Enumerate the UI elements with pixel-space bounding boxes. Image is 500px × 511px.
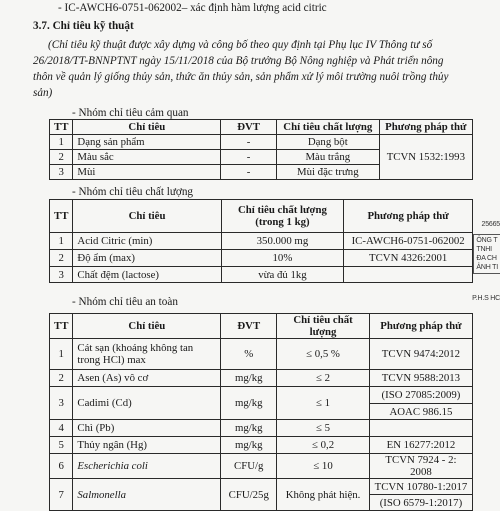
header-criteria: Chỉ tiêu bbox=[73, 200, 221, 233]
cell-tt: 3 bbox=[50, 387, 73, 420]
cell-method: IC-AWCH6-0751-062002 bbox=[344, 233, 473, 250]
cell-method: (ISO 6579-1:2017) bbox=[369, 495, 472, 511]
cell-unit: - bbox=[221, 165, 277, 180]
cell-tt: 1 bbox=[50, 135, 73, 150]
cell-tt: 1 bbox=[50, 233, 73, 250]
cell-name: Chất đệm (lactose) bbox=[73, 267, 221, 283]
cell-tt: 4 bbox=[50, 420, 73, 437]
header-criteria: Chỉ tiêu bbox=[73, 120, 221, 135]
cell-name: Dạng sản phẩm bbox=[73, 135, 221, 150]
cell-method: TCVN 9588:2013 bbox=[369, 370, 472, 387]
cell-quality: Không phát hiện. bbox=[277, 479, 370, 511]
cell-quality: Mùi đặc trưng bbox=[276, 165, 379, 180]
intro-line: (Chỉ tiêu kỹ thuật được xây dựng và công bố theo quy định tại Phụ lục IV Thông tư số bbox=[48, 39, 433, 51]
cell-method: TCVN 9474:2012 bbox=[369, 339, 472, 370]
cell-name: Mùi bbox=[73, 165, 221, 180]
cell-tt: 7 bbox=[50, 479, 73, 511]
stamp-text: 25665 bbox=[481, 221, 500, 228]
header-quality: Chỉ tiêu chất lượng bbox=[276, 120, 379, 135]
cell-tt: 2 bbox=[50, 150, 73, 165]
header-method: Phương pháp thử bbox=[344, 200, 473, 233]
cell-name: Salmonella bbox=[73, 479, 221, 511]
stamp-text: P.H.S HC bbox=[472, 295, 500, 302]
cell-quality: vừa đủ 1kg bbox=[221, 267, 344, 283]
cell-name: Escherichia coli bbox=[73, 454, 221, 479]
header-quality: Chỉ tiêu chất lượng bbox=[277, 314, 370, 339]
cell-quality: Màu trắng bbox=[276, 150, 379, 165]
table-row bbox=[50, 267, 473, 283]
stamp-text: ĐA CH bbox=[476, 255, 497, 262]
cell-quality: ≤ 1 bbox=[277, 387, 370, 420]
table-row bbox=[50, 387, 473, 404]
table-row bbox=[50, 479, 473, 495]
header-tt: TT bbox=[50, 314, 73, 339]
cell-tt: 2 bbox=[50, 250, 73, 267]
cell-unit: CFU/25g bbox=[221, 479, 277, 511]
table-header-row bbox=[50, 314, 473, 339]
cell-unit: mg/kg bbox=[221, 420, 277, 437]
table-header-row bbox=[50, 200, 473, 233]
cell-name: Chì (Pb) bbox=[73, 420, 221, 437]
group2-title: - Nhóm chỉ tiêu chất lượng bbox=[72, 186, 194, 198]
section-title: 3.7. Chỉ tiêu kỹ thuật bbox=[33, 20, 134, 32]
header-quality: Chỉ tiêu chất lượng (trong 1 kg) bbox=[221, 200, 344, 233]
cell-tt: 5 bbox=[50, 437, 73, 454]
cell-tt: 1 bbox=[50, 339, 73, 370]
stamp-text: ẢNH TI bbox=[476, 264, 498, 271]
cell-name: Cát sạn (khoáng không tan trong HCl) max bbox=[73, 339, 221, 370]
cell-unit: - bbox=[221, 150, 277, 165]
header-method: Phương pháp thử bbox=[369, 314, 472, 339]
top-line: - IC-AWCH6-0751-062002– xác định hàm lượng acid citric bbox=[58, 2, 327, 14]
quality-table bbox=[49, 199, 473, 283]
cell-quality: ≤ 5 bbox=[277, 420, 370, 437]
cell-method: TCVN 1532:1993 bbox=[379, 135, 472, 180]
cell-method: (ISO 27085:2009) bbox=[369, 387, 472, 404]
cell-quality: ≤ 10 bbox=[277, 454, 370, 479]
header-tt: TT bbox=[50, 120, 73, 135]
stamp-text: ÔNG T bbox=[476, 237, 498, 244]
cell-name: Cadimi (Cd) bbox=[73, 387, 221, 420]
sensory-table bbox=[49, 119, 473, 180]
table-row bbox=[50, 339, 473, 370]
table-row bbox=[50, 135, 473, 150]
cell-unit: mg/kg bbox=[221, 370, 277, 387]
header-unit: ĐVT bbox=[221, 120, 277, 135]
cell-unit: mg/kg bbox=[221, 437, 277, 454]
cell-name: Thủy ngân (Hg) bbox=[73, 437, 221, 454]
cell-unit: % bbox=[221, 339, 277, 370]
cell-method: TCVN 4326:2001 bbox=[344, 250, 473, 267]
cell-method: TCVN 10780-1:2017 bbox=[369, 479, 472, 495]
cell-quality: 350.000 mg bbox=[221, 233, 344, 250]
stamp-fragment bbox=[472, 294, 500, 303]
cell-method: EN 16277:2012 bbox=[369, 437, 472, 454]
cell-name: Asen (As) vô cơ bbox=[73, 370, 221, 387]
cell-name: Độ ẩm (max) bbox=[73, 250, 221, 267]
intro-line: sản) bbox=[33, 87, 53, 99]
table-row bbox=[50, 370, 473, 387]
table-row bbox=[50, 233, 473, 250]
header-unit: ĐVT bbox=[221, 314, 277, 339]
table-header-row bbox=[50, 120, 473, 135]
cell-method bbox=[344, 267, 473, 283]
cell-quality: Dạng bột bbox=[276, 135, 379, 150]
cell-method bbox=[369, 420, 472, 437]
group1-title: - Nhóm chỉ tiêu cảm quan bbox=[72, 107, 189, 119]
cell-quality: ≤ 0,5 % bbox=[277, 339, 370, 370]
cell-quality: 10% bbox=[221, 250, 344, 267]
table-row bbox=[50, 250, 473, 267]
cell-quality: ≤ 2 bbox=[277, 370, 370, 387]
cell-method: TCVN 7924 - 2: 2008 bbox=[369, 454, 472, 479]
cell-name: Màu sắc bbox=[73, 150, 221, 165]
cell-unit: mg/kg bbox=[221, 387, 277, 420]
cell-name: Acid Citric (min) bbox=[73, 233, 221, 250]
group3-title: - Nhóm chỉ tiêu an toàn bbox=[72, 296, 178, 308]
cell-tt: 2 bbox=[50, 370, 73, 387]
stamp-box bbox=[473, 234, 500, 274]
cell-tt: 3 bbox=[50, 267, 73, 283]
cell-method: AOAC 986.15 bbox=[369, 404, 472, 420]
table-row bbox=[50, 454, 473, 479]
header-tt: TT bbox=[50, 200, 73, 233]
header-criteria: Chỉ tiêu bbox=[73, 314, 221, 339]
cell-tt: 6 bbox=[50, 454, 73, 479]
intro-line: 26/2018/TT-BNNPTNT ngày 15/11/2018 của Bộ trưởng Bộ Nông nghiệp và Phát triển nông bbox=[33, 55, 444, 67]
header-method: Phương pháp thử bbox=[379, 120, 472, 135]
intro-line: thôn về quản lý giống thủy sản, thức ăn thủy sản, sản phẩm xử lý môi trường nuôi trồng thủy bbox=[33, 71, 449, 83]
cell-tt: 3 bbox=[50, 165, 73, 180]
cell-unit: CFU/g bbox=[221, 454, 277, 479]
table-row bbox=[50, 437, 473, 454]
stamp-fragment bbox=[482, 220, 500, 229]
cell-quality: ≤ 0,2 bbox=[277, 437, 370, 454]
table-row bbox=[50, 420, 473, 437]
stamp-text: TNHI bbox=[476, 246, 492, 253]
safety-table bbox=[49, 313, 473, 511]
cell-unit: - bbox=[221, 135, 277, 150]
